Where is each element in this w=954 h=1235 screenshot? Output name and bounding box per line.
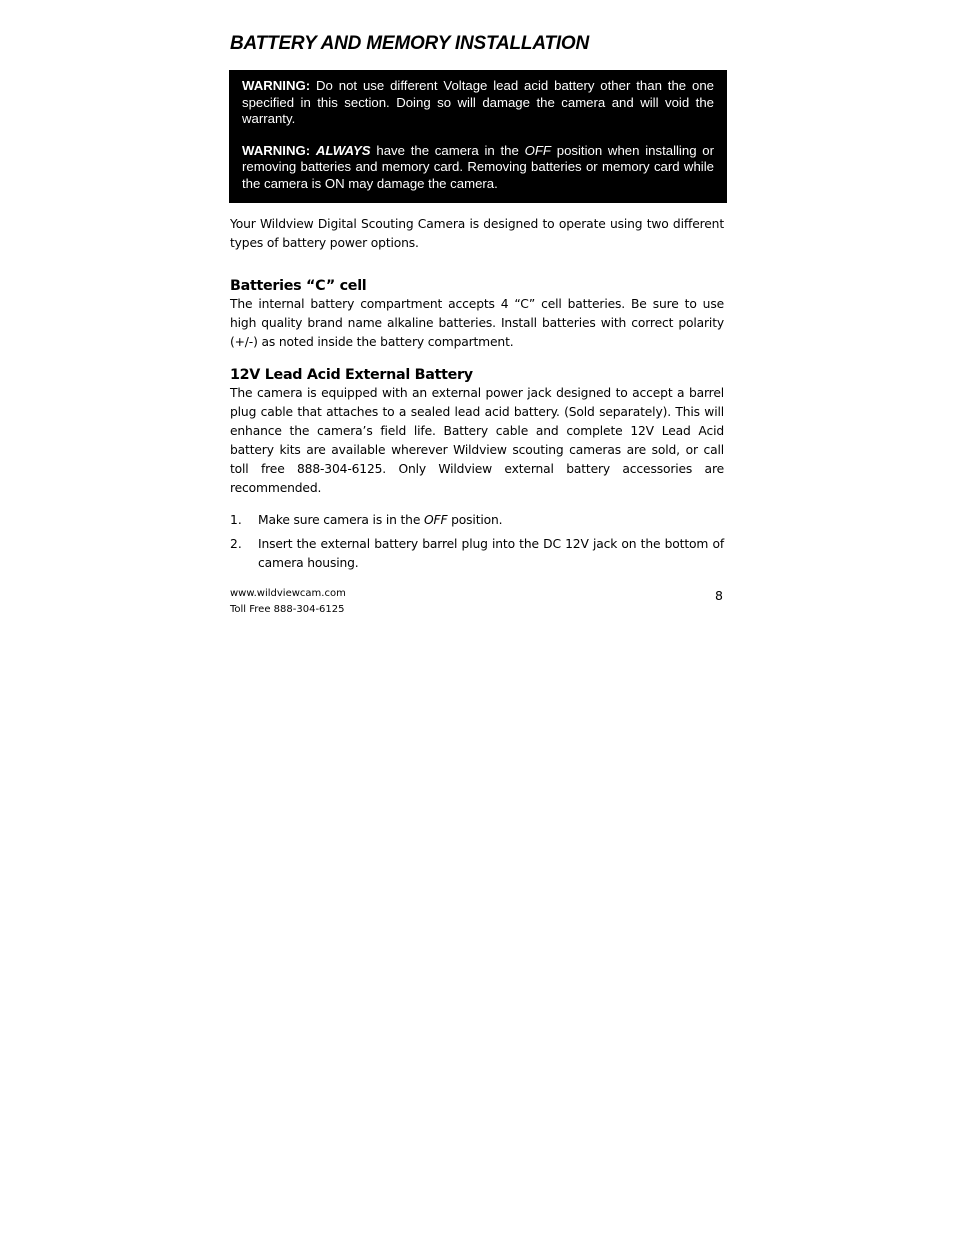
warning-voltage — [242, 78, 714, 128]
list-number: 2. — [230, 537, 242, 551]
warning-label: WARNING: — [242, 78, 311, 93]
list-item — [230, 535, 724, 573]
intro-paragraph — [230, 215, 724, 253]
off-term: OFF — [424, 513, 448, 527]
warning-text: position when installing or removing batteries and memory card. Removing batteries or memory card while the camera is ON may damage the camera. — [242, 142, 714, 191]
section-heading: 12V Lead Acid External Battery — [230, 367, 473, 383]
warning-emphasis: ALWAYS — [315, 142, 371, 158]
section-c-cell — [230, 278, 724, 352]
warning-always-off — [242, 143, 714, 193]
warning-text: have the camera in the — [370, 142, 525, 158]
footer-phone: Toll Free 888-304-6125 — [230, 604, 345, 615]
section-body: The camera is equipped with an external power jack designed to accept a barrel plug cable that attaches to a sealed lead acid battery. (Sold separately). This will enhance the camera’s field life. Battery cable and complete 12V Lead Acid battery kits are available wherever Wildview scouting cameras are sold, or call toll free 888-304-6125. Only Wildview external battery accessories are recommended. — [230, 386, 724, 495]
footer-website: www.wildviewcam.com — [230, 588, 346, 599]
section-body: The internal battery compartment accepts 4 “C” cell batteries. Be sure to use high quality brand name alkaline batteries. Install batteries with correct polarity (+/-) as noted inside the battery compartment. — [230, 297, 724, 349]
section-heading: Batteries “C” cell — [230, 278, 367, 294]
page-title: BATTERY AND MEMORY INSTALLATION — [230, 33, 590, 54]
footer — [230, 586, 346, 618]
list-number: 1. — [230, 513, 242, 527]
list-text: Make sure camera is in the OFF position. — [258, 513, 503, 527]
list-text: Insert the external battery barrel plug into the DC 12V jack on the bottom of camera housing. — [258, 537, 724, 570]
list-item — [230, 511, 724, 530]
off-term: OFF — [524, 142, 551, 158]
page-number: 8 — [715, 588, 723, 603]
section-lead-acid — [230, 367, 724, 498]
intro-text: Your Wildview Digital Scouting Camera is designed to operate using two different types of battery power options. — [230, 217, 724, 250]
warning-box — [229, 70, 727, 203]
warning-text: Do not use different Voltage lead acid battery other than the one specified in this section. Doing so will damage the camera and will void the warranty. — [242, 78, 714, 126]
warning-label: WARNING: — [242, 142, 311, 158]
